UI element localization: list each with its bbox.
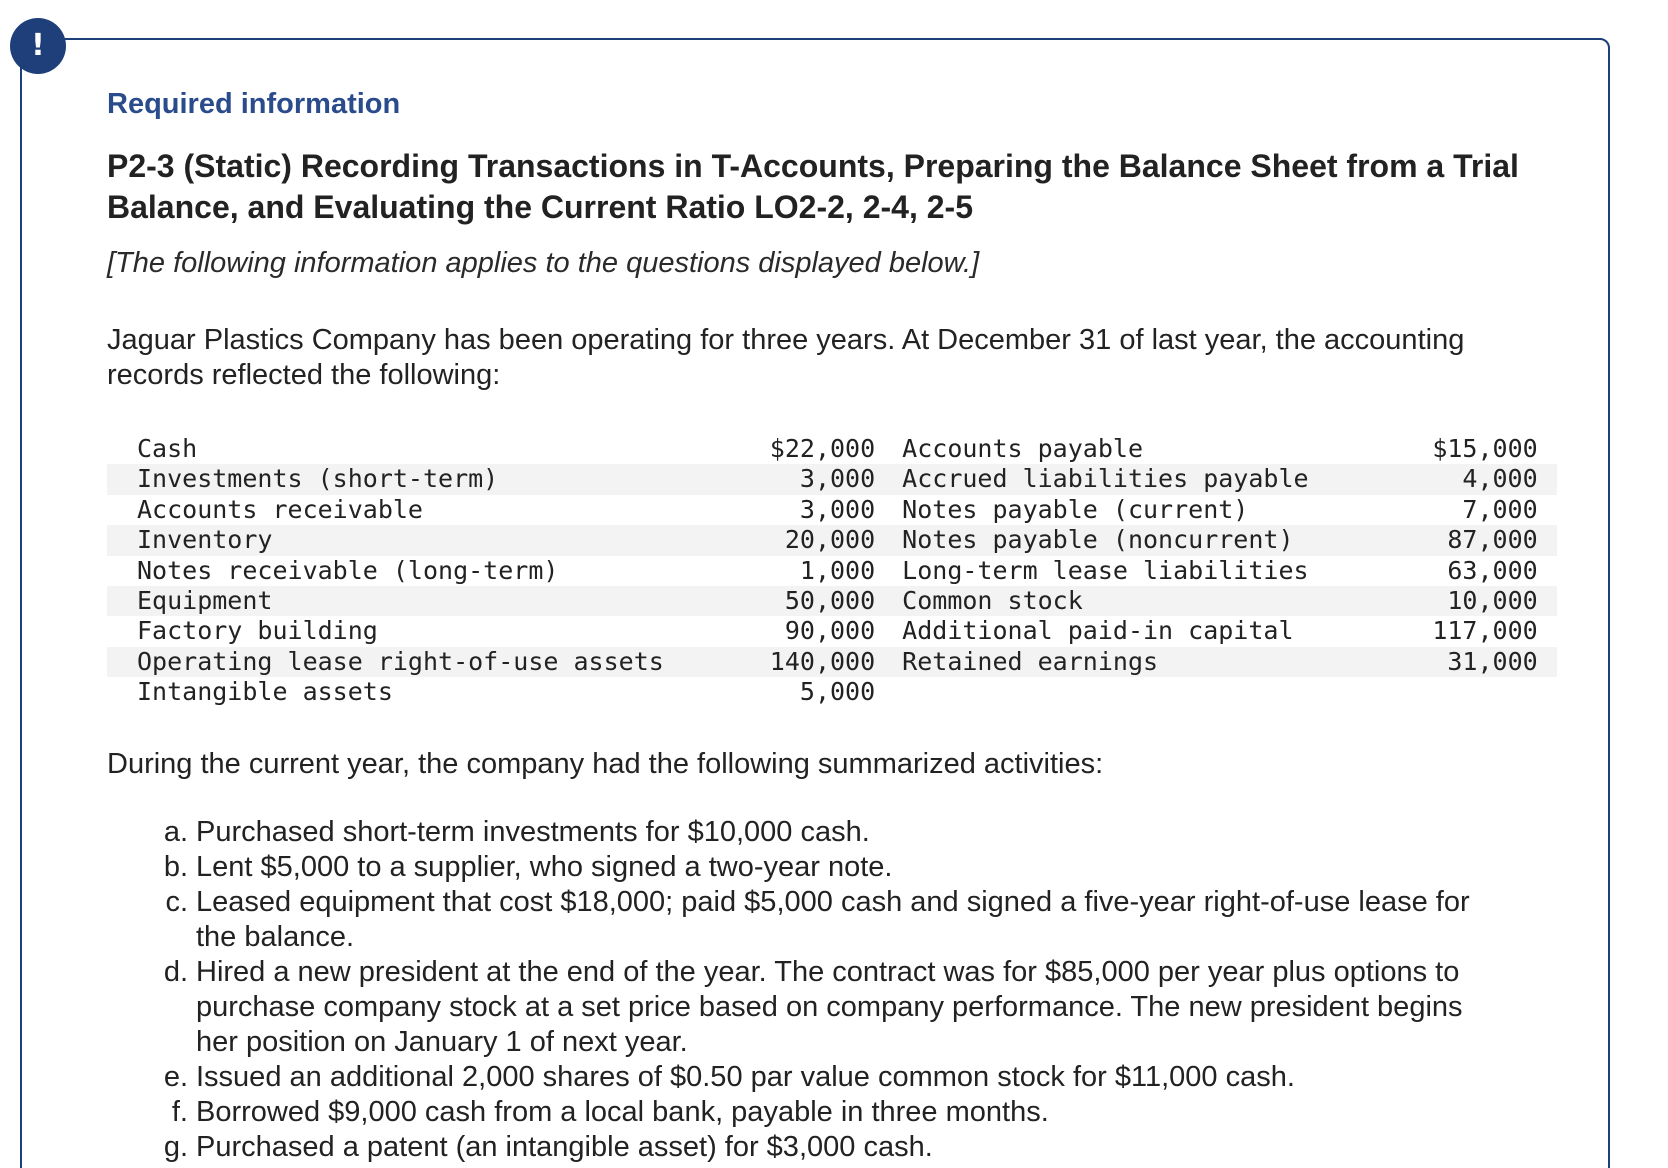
activity-text: Lent $5,000 to a supplier, who signed a two-year note. (196, 851, 893, 883)
spacer (875, 556, 902, 586)
left-account-value: 140,000 (727, 647, 875, 677)
right-account-value: 117,000 (1432, 616, 1538, 646)
activity-letter: c. (165, 886, 188, 918)
table-row (107, 464, 1557, 494)
activity-letter: b. (163, 851, 188, 883)
left-account-value: $22,000 (769, 434, 876, 463)
spacer (875, 647, 902, 677)
activity-letter: d. (163, 956, 188, 988)
activities-intro: During the current year, the company had the following summarized activities: (107, 748, 1104, 780)
right-account-label: Notes payable (noncurrent) (902, 525, 1418, 555)
list-item (152, 1130, 1492, 1165)
activity-letter: g. (163, 1131, 188, 1163)
table-row (107, 677, 1557, 707)
left-account-value: 1,000 (799, 555, 876, 585)
right-account-value: 4,000 (1418, 464, 1537, 494)
right-account-label: Additional paid-in capital (902, 616, 1294, 646)
exclamation-icon: ! (10, 18, 66, 74)
activity-text: Hired a new president at the end of the year. The contract was for $85,000 per year plus options to purchase company stock at a set price based on company performance. The new president begins her position on January 1 of next year. (196, 956, 1463, 1058)
spacer (1538, 647, 1557, 677)
right-account-label: Notes payable (current) (902, 494, 1249, 524)
right-account-value: 7,000 (1462, 494, 1538, 524)
spacer (1538, 556, 1557, 586)
right-account-label: Retained earnings (902, 647, 1418, 677)
spacer (1538, 464, 1557, 494)
table-row (107, 525, 1557, 555)
list-item (152, 885, 1492, 955)
left-account-label: Intangible assets (137, 677, 393, 707)
right-account-value: 87,000 (1418, 525, 1537, 555)
list-item (152, 1095, 1492, 1130)
activities-list (152, 815, 1492, 1165)
spacer (875, 586, 902, 616)
spacer (1538, 525, 1557, 555)
list-item (152, 1060, 1492, 1095)
table-row (107, 586, 1557, 616)
left-account-value: 90,000 (784, 616, 876, 646)
right-account-label: Accrued liabilities payable (902, 464, 1418, 494)
activity-text: Leased equipment that cost $18,000; paid $5,000 cash and signed a five-year right-of-use lease for the balance. (196, 886, 1470, 953)
spacer (1538, 434, 1557, 464)
list-item (152, 955, 1492, 1060)
activity-text: Issued an additional 2,000 shares of $0.50 par value common stock for $11,000 cash. (196, 1061, 1295, 1093)
activity-letter: a. (163, 816, 188, 848)
left-account-label: Accounts receivable (137, 494, 423, 524)
spacer (1538, 616, 1557, 646)
activity-text: Purchased short-term investments for $10,000 cash. (196, 816, 870, 848)
left-account-value: 50,000 (727, 586, 875, 616)
left-account-value: 20,000 (727, 525, 875, 555)
right-account-value: 31,000 (1418, 647, 1537, 677)
right-account-value: $15,000 (1432, 434, 1538, 463)
right-account-value: 10,000 (1418, 586, 1537, 616)
activity-letter: f. (171, 1096, 188, 1128)
left-account-label: Cash (137, 434, 198, 463)
left-account-label: Investments (short-term) (107, 464, 727, 494)
right-account-label: Long-term lease liabilities (902, 555, 1309, 585)
left-account-label: Operating lease right-of-use assets (107, 647, 727, 677)
list-item (152, 850, 1492, 885)
right-account-label: Common stock (902, 586, 1418, 616)
activity-letter: e. (163, 1061, 188, 1093)
table-row (107, 647, 1557, 677)
left-account-label: Notes receivable (long-term) (137, 555, 559, 585)
right-account-label (902, 677, 1418, 707)
spacer (875, 495, 902, 525)
activity-text: Purchased a patent (an intangible asset) for $3,000 cash. (196, 1131, 933, 1163)
left-account-label: Factory building (137, 616, 378, 646)
spacer (875, 525, 902, 555)
account-balances-table (107, 434, 1557, 708)
spacer (1538, 677, 1557, 707)
left-account-value: 5,000 (799, 677, 876, 707)
spacer (1538, 495, 1557, 525)
left-account-label: Equipment (107, 586, 727, 616)
spacer (1538, 586, 1557, 616)
right-account-value: 63,000 (1447, 555, 1538, 585)
right-account-value (1418, 677, 1537, 707)
spacer (875, 677, 902, 707)
activity-text: Borrowed $9,000 cash from a local bank, payable in three months. (196, 1096, 1049, 1128)
required-information-heading: Required information (107, 88, 401, 120)
spacer (875, 464, 902, 494)
problem-title: P2-3 (Static) Recording Transactions in T-Accounts, Preparing the Balance Sheet from a Trial Balance, and Evaluating the Current Ratio LO2-2, 2-4, 2-5 (107, 148, 1519, 225)
left-account-label: Inventory (107, 525, 727, 555)
table-row (107, 434, 1557, 464)
left-account-value: 3,000 (799, 494, 876, 524)
left-account-value: 3,000 (727, 464, 875, 494)
spacer (875, 616, 902, 646)
table-row (107, 616, 1557, 646)
table-row (107, 495, 1557, 525)
intro-paragraph: Jaguar Plastics Company has been operating for three years. At December 31 of last year, the accounting records reflected the following: (107, 324, 1465, 391)
list-item (152, 815, 1492, 850)
right-account-label: Accounts payable (902, 434, 1143, 463)
table-row (107, 556, 1557, 586)
applies-note: [The following information applies to the questions displayed below.] (107, 247, 980, 279)
spacer (875, 434, 902, 464)
